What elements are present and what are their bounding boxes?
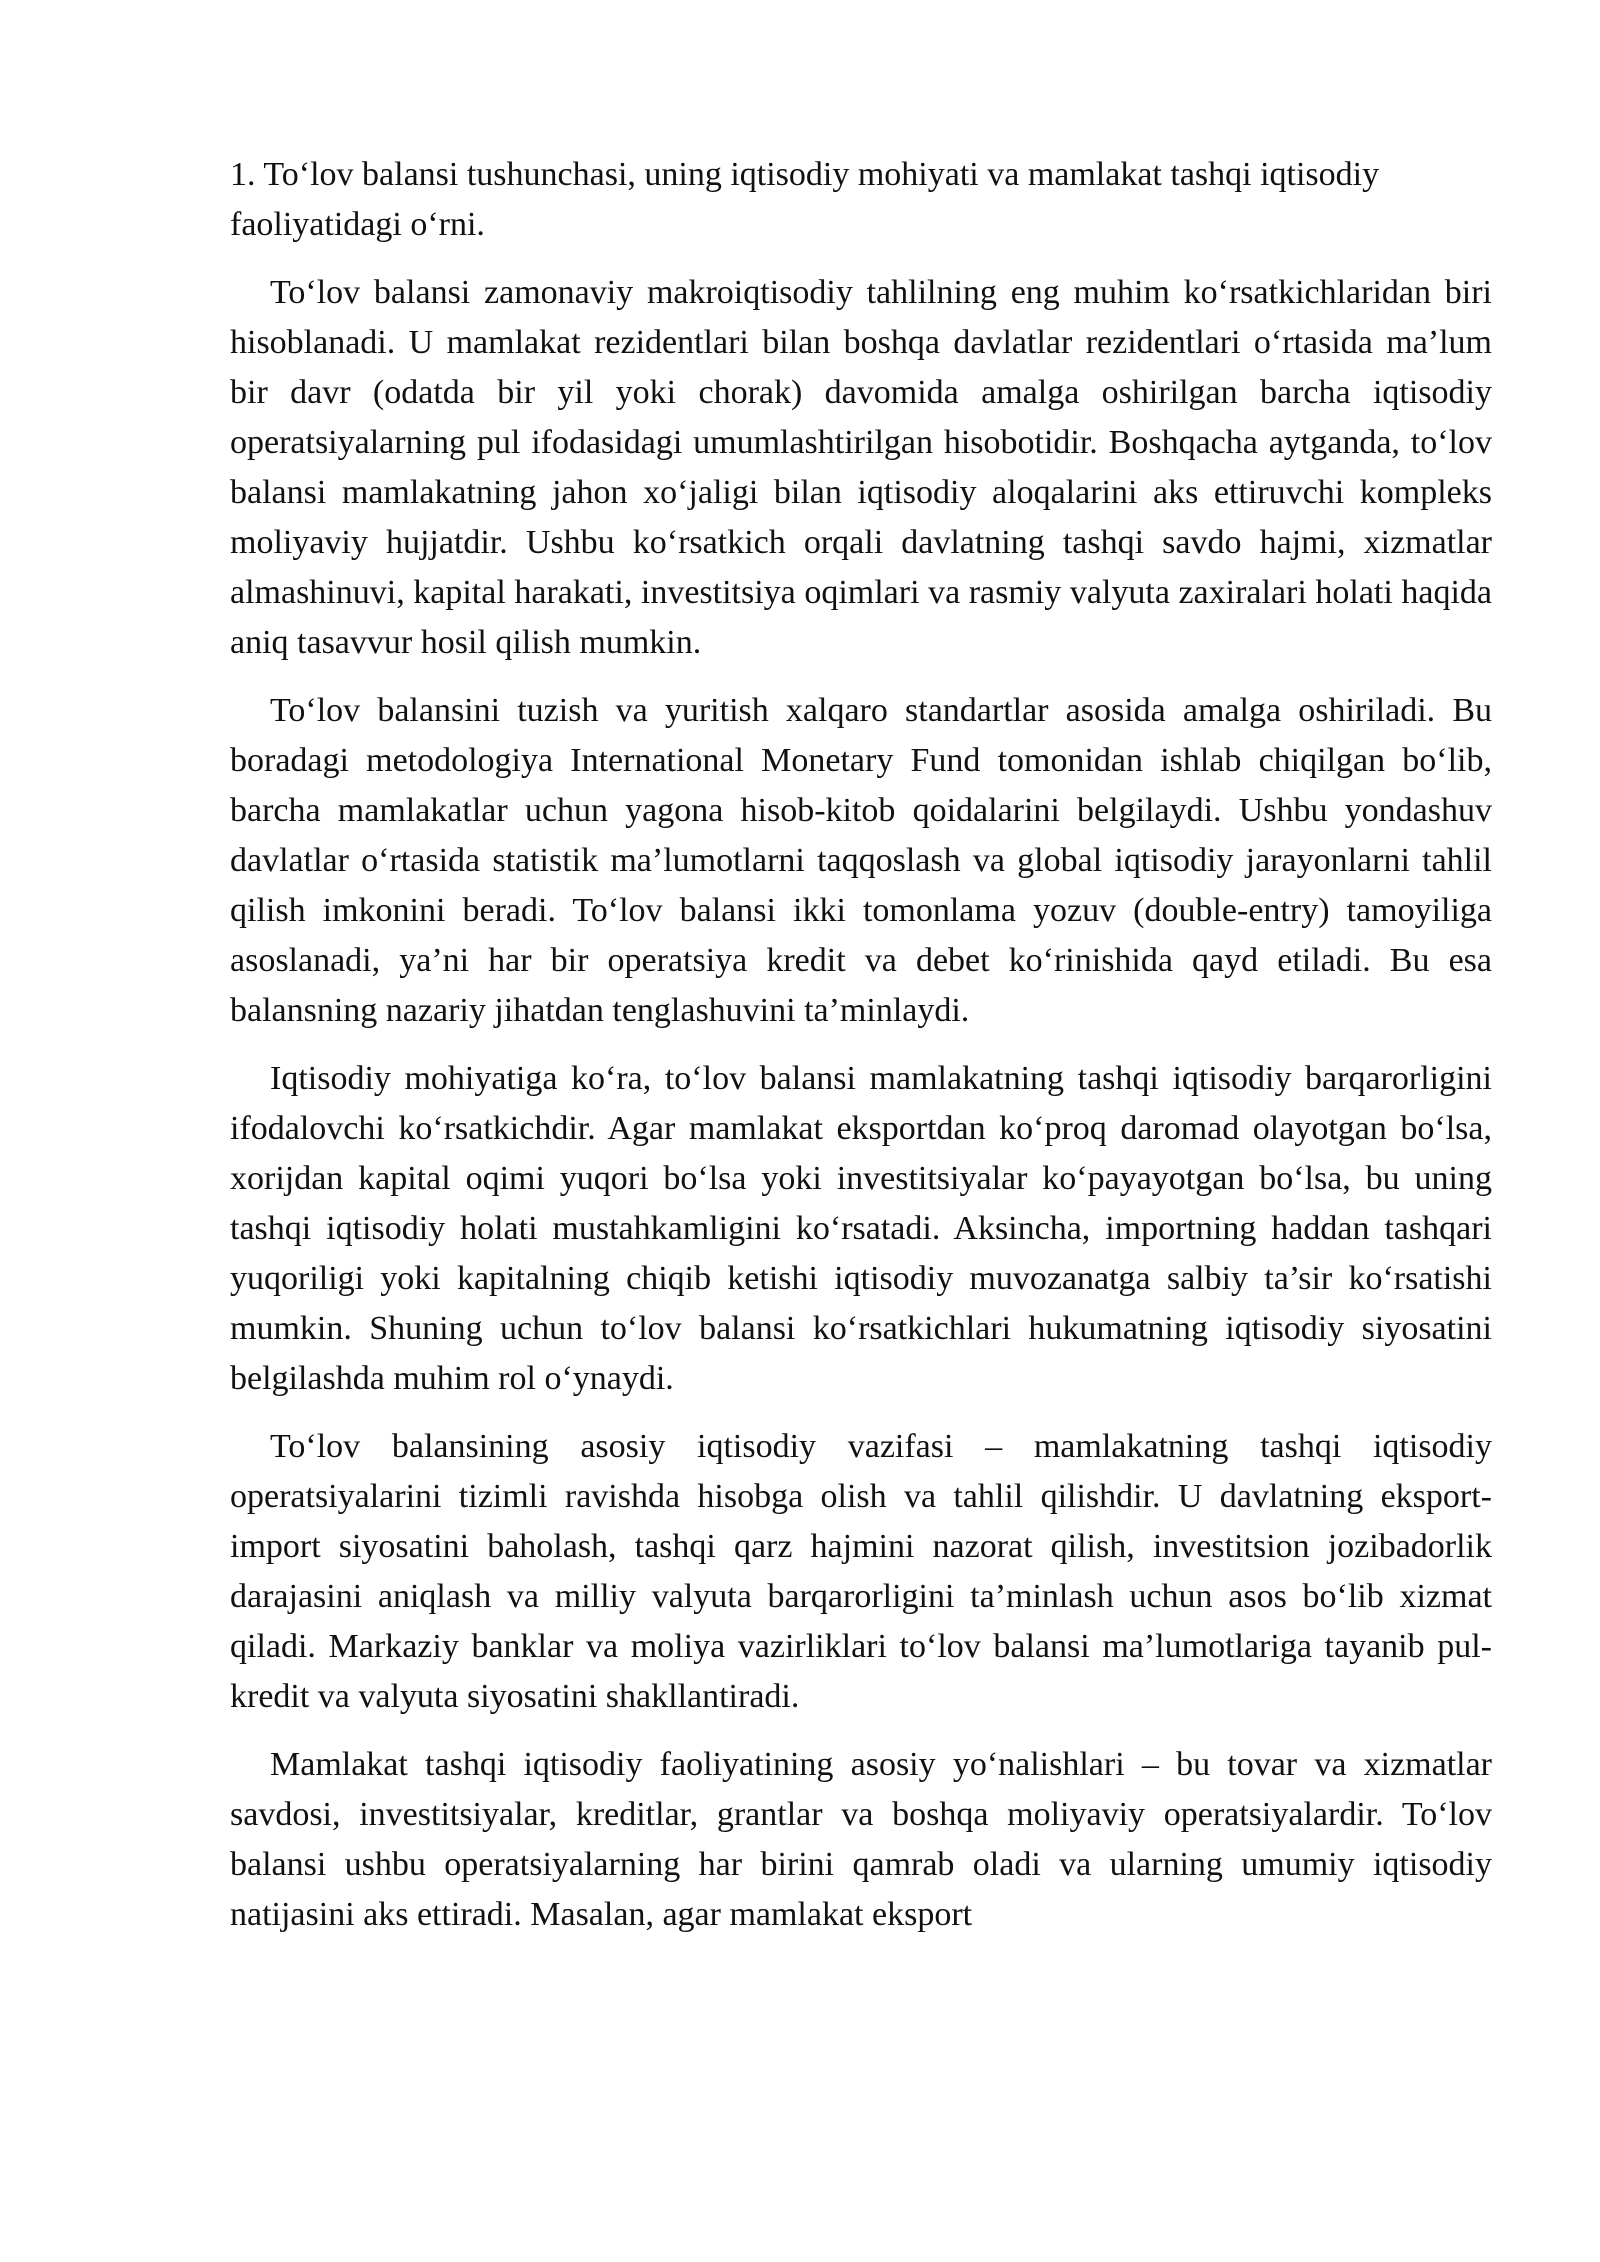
document-page bbox=[230, 150, 1492, 1958]
paragraph-5: Mamlakat tashqi iqtisodiy faoliyatining asosiy yo‘nalishlari – bu tovar va xizmatlar savdosi, investitsiyalar, kreditlar, grantlar va boshqa moliyaviy operatsiyalardir. To‘lov balansi ushbu operatsiyalarning har birini qamrab oladi va ularning umumiy iqtisodiy natijasini aks ettiradi. Masalan, agar mamlakat eksport bbox=[230, 1746, 1492, 1933]
paragraph-1: To‘lov balansi zamonaviy makroiqtisodiy tahlilning eng muhim ko‘rsatkichlaridan biri hisoblanadi. U mamlakat rezidentlari bilan boshqa davlatlar rezidentlari o‘rtasida ma’lum bir davr (odatda bir yil yoki chorak) davomida amalga oshirilgan barcha iqtisodiy operatsiyalarning pul ifodasidagi umumlashtirilgan hisobotidir. Boshqacha aytganda, to‘lov balansi mamlakatning jahon xo‘jaligi bilan iqtisodiy aloqalarini aks ettiruvchi kompleks moliyaviy hujjatdir. Ushbu ko‘rsatkich orqali davlatning tashqi savdo hajmi, xizmatlar almashinuvi, kapital harakati, investitsiya oqimlari va rasmiy valyuta zaxiralari holati haqida aniq tasavvur hosil qilish mumkin. bbox=[230, 274, 1492, 661]
section-heading: 1. To‘lov balansi tushunchasi, uning iqtisodiy mohiyati va mamlakat tashqi iqtisodiy faoliyatidagi o‘rni. bbox=[230, 156, 1380, 243]
paragraph-2: To‘lov balansini tuzish va yuritish xalqaro standartlar asosida amalga oshiriladi. Bu boradagi metodologiya International Monetary Fund tomonidan ishlab chiqilgan bo‘lib, barcha mamlakatlar uchun yagona hisob-kitob qoidalarini belgilaydi. Ushbu yondashuv davlatlar o‘rtasida statistik ma’lumotlarni taqqoslash va global iqtisodiy jarayonlarni tahlil qilish imkonini beradi. To‘lov balansi ikki tomonlama yozuv (double-entry) tamoyiliga asoslanadi, ya’ni har bir operatsiya kredit va debet ko‘rinishida qayd etiladi. Bu esa balansning nazariy jihatdan tenglashuvini ta’minlaydi. bbox=[230, 692, 1492, 1029]
paragraph-3: Iqtisodiy mohiyatiga ko‘ra, to‘lov balansi mamlakatning tashqi iqtisodiy barqarorligini ifodalovchi ko‘rsatkichdir. Agar mamlakat eksportdan ko‘proq daromad olayotgan bo‘lsa, xorijdan kapital oqimi yuqori bo‘lsa yoki investitsiyalar ko‘payayotgan bo‘lsa, bu uning tashqi iqtisodiy holati mustahkamligini ko‘rsatadi. Aksincha, importning haddan tashqari yuqoriligi yoki kapitalning chiqib ketishi iqtisodiy muvozanatga salbiy ta’sir ko‘rsatishi mumkin. Shuning uchun to‘lov balansi ko‘rsatkichlari hukumatning iqtisodiy siyosatini belgilashda muhim rol o‘ynaydi. bbox=[230, 1060, 1492, 1397]
paragraph-4: To‘lov balansining asosiy iqtisodiy vazifasi – mamlakatning tashqi iqtisodiy operatsiyalarini tizimli ravishda hisobga olish va tahlil qilishdir. U davlatning eksport-import siyosatini baholash, tashqi qarz hajmini nazorat qilish, investitsion jozibadorlik darajasini aniqlash va milliy valyuta barqarorligini ta’minlash uchun asos bo‘lib xizmat qiladi. Markaziy banklar va moliya vazirliklari to‘lov balansi ma’lumotlariga tayanib pul-kredit va valyuta siyosatini shakllantiradi. bbox=[230, 1428, 1492, 1715]
